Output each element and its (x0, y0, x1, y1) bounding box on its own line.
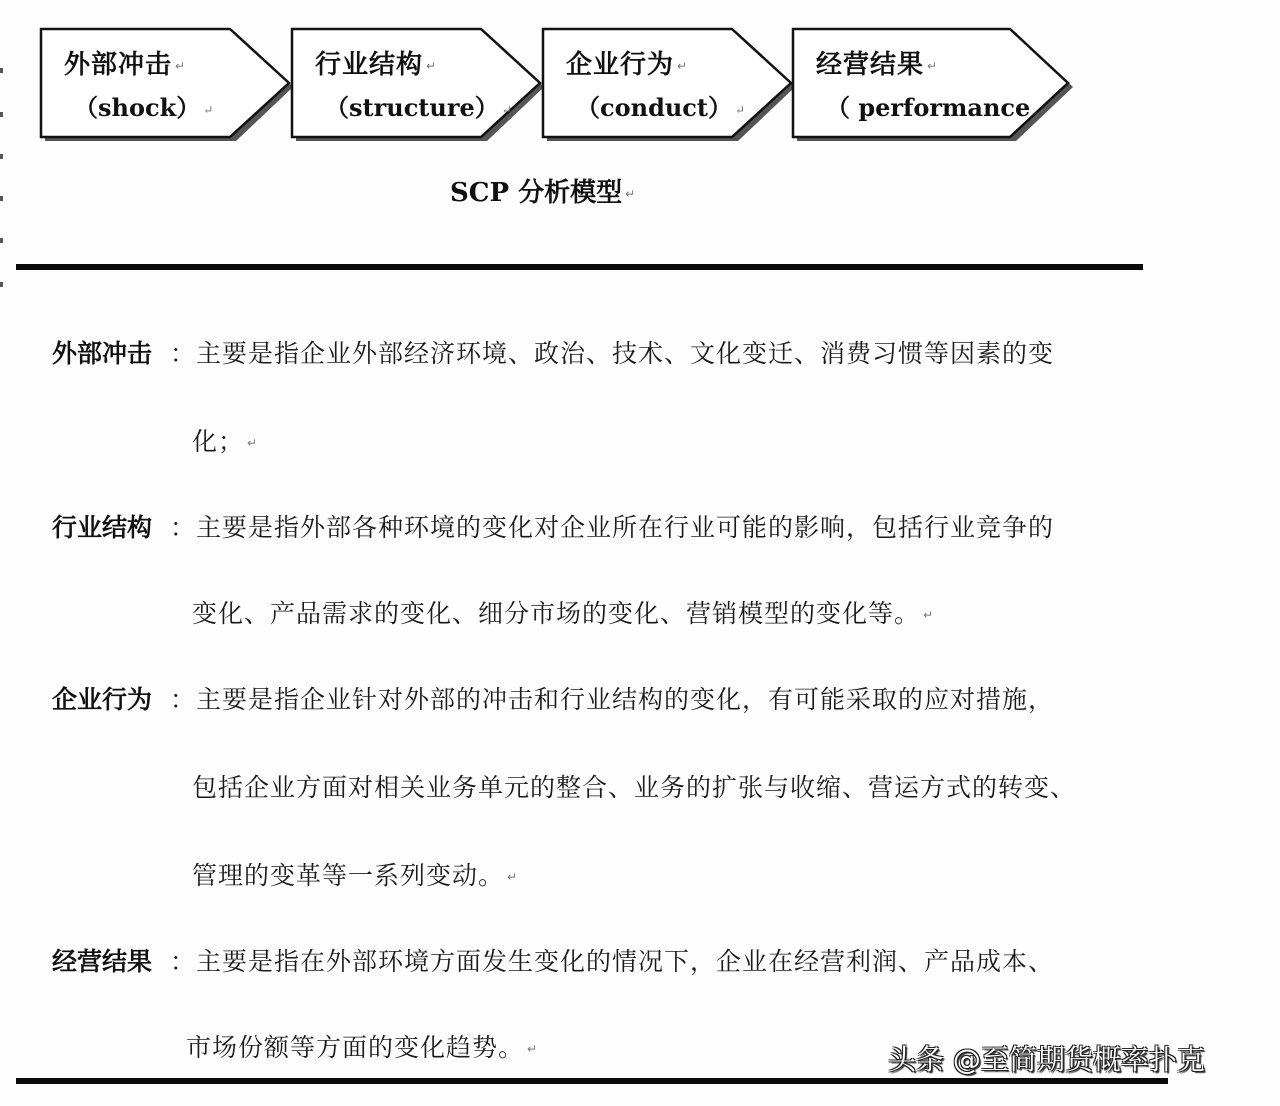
chevron-shock (40, 28, 292, 140)
diagram-caption: SCP 分析模型 ↵ (450, 178, 636, 208)
paragraph-mark-icon: ↵ (677, 58, 689, 73)
definition-line: ：主要是指企业外部经济环境、政治、技术、文化变迁、消费习惯等因素的变 (170, 339, 1055, 368)
paragraph-mark-icon: ↵ (426, 58, 438, 73)
step-en-label: （structure） (325, 93, 499, 122)
paragraph-mark-icon: ↵ (175, 58, 187, 73)
definition-line: ：主要是指企业针对外部的冲击和行业结构的变化，有可能采取的应对措施， (170, 685, 1055, 714)
paragraph-mark-icon: ↵ (923, 608, 935, 622)
step-en-label: （shock） (74, 93, 201, 122)
step-cn-label: 外部冲击 (64, 50, 173, 80)
step-cn-label: 企业行为 (566, 50, 675, 80)
paragraph-mark-icon: ↵ (735, 102, 746, 117)
watermark: 头条 @至简期货概率扑克 (888, 1043, 1205, 1076)
paragraph-mark-icon: ↵ (527, 1042, 539, 1056)
term-shock: 外部冲击 (52, 339, 153, 368)
paragraph-mark-icon: ↵ (203, 102, 214, 117)
step-en-label: （conduct） (576, 93, 732, 122)
paragraph-mark-icon: ↵ (927, 58, 939, 73)
definition-line: 变化、产品需求的变化、细分市场的变化、营销模型的变化等。 (192, 599, 921, 628)
paragraph-mark-icon: ↵ (625, 186, 636, 201)
paragraph-mark-icon: ↵ (501, 102, 512, 117)
bottom-divider (16, 1078, 1168, 1084)
paragraph-mark-icon: ↵ (507, 870, 519, 884)
definition-line: 市场份额等方面的变化趋势。 (186, 1033, 525, 1062)
chevron-performance (792, 28, 1072, 140)
top-divider (16, 264, 1143, 270)
paragraph-mark-icon: ↵ (247, 436, 259, 450)
scp-flow-diagram (0, 0, 1280, 160)
step-cn-label: 行业结构 (315, 50, 424, 80)
definition-line: 管理的变革等一系列变动。 (192, 861, 505, 890)
term-structure: 行业结构 (52, 513, 153, 542)
definition-line: ：主要是指在外部环境方面发生变化的情况下，企业在经营利润、产品成本、 (170, 947, 1055, 976)
step-en-label: （ performance (826, 93, 1031, 122)
chevron-conduct (542, 28, 794, 140)
definition-line: 包括企业方面对相关业务单元的整合、业务的扩张与收缩、营运方式的转变、 (192, 773, 1077, 802)
term-conduct: 企业行为 (52, 685, 153, 714)
chevron-structure (291, 28, 543, 140)
term-performance: 经营结果 (52, 947, 153, 976)
step-cn-label: 经营结果 (816, 50, 925, 80)
definition-line: ：主要是指外部各种环境的变化对企业所在行业可能的影响，包括行业竞争的 (170, 513, 1055, 542)
definition-line: 化； (192, 427, 245, 456)
